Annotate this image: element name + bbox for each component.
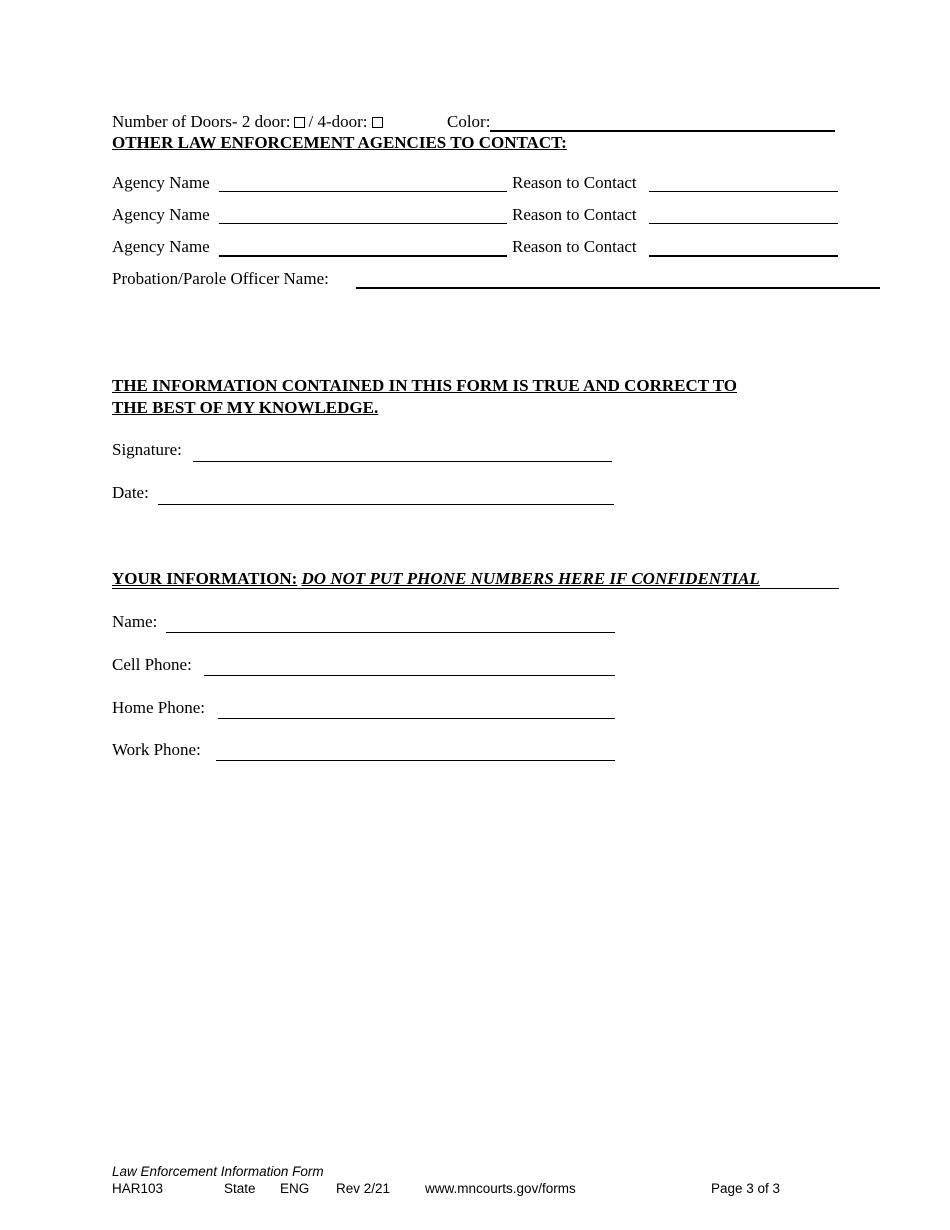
four-door-checkbox[interactable] <box>372 117 383 128</box>
color-label: Color: <box>447 112 491 131</box>
reason-field[interactable] <box>649 223 838 224</box>
footer-language: ENG <box>280 1181 310 1196</box>
footer-website-link[interactable]: www.mncourts.gov/forms <box>425 1181 576 1196</box>
agency-name-field[interactable] <box>219 223 507 224</box>
footer-form-title: Law Enforcement Information Form <box>112 1164 324 1179</box>
reason-field[interactable] <box>649 191 838 192</box>
two-door-checkbox[interactable] <box>294 117 305 128</box>
heading-underline <box>112 588 839 589</box>
footer-revision: Rev 2/21 <box>336 1181 391 1196</box>
agency-name-label: Agency Name <box>112 237 210 256</box>
name-label: Name: <box>112 612 158 631</box>
date-field[interactable] <box>158 504 614 505</box>
agency-name-field[interactable] <box>219 255 507 257</box>
home-phone-field[interactable] <box>218 718 615 719</box>
color-field[interactable] <box>490 130 835 132</box>
agency-name-field[interactable] <box>219 191 507 192</box>
confidential-warning: DO NOT PUT PHONE NUMBERS HERE IF CONFIDENTIAL <box>301 569 760 588</box>
reason-label: Reason to Contact <box>512 237 637 256</box>
probation-officer-label: Probation/Parole Officer Name: <box>112 269 329 288</box>
agency-name-label: Agency Name <box>112 173 210 192</box>
attestation-line-2: THE BEST OF MY KNOWLEDGE. <box>112 398 379 417</box>
cell-phone-field[interactable] <box>204 675 615 676</box>
footer-jurisdiction: State <box>224 1181 256 1196</box>
reason-label: Reason to Contact <box>512 173 637 192</box>
reason-label: Reason to Contact <box>512 205 637 224</box>
your-info-heading: YOUR INFORMATION: <box>112 569 298 588</box>
agencies-heading: OTHER LAW ENFORCEMENT AGENCIES TO CONTACT: <box>112 133 567 152</box>
your-info-heading-row <box>112 569 760 589</box>
home-phone-label: Home Phone: <box>112 698 206 717</box>
work-phone-field[interactable] <box>216 760 615 761</box>
signature-field[interactable] <box>193 461 612 462</box>
cell-phone-label: Cell Phone: <box>112 655 192 674</box>
signature-label: Signature: <box>112 440 182 459</box>
probation-officer-field[interactable] <box>356 287 880 289</box>
attestation-line-1: THE INFORMATION CONTAINED IN THIS FORM IS TRUE AND CORRECT TO <box>112 376 738 395</box>
footer-form-code: HAR103 <box>112 1181 164 1196</box>
reason-field[interactable] <box>649 255 838 257</box>
date-label: Date: <box>112 483 149 502</box>
name-field[interactable] <box>166 632 615 633</box>
four-door-label: / 4-door: <box>308 112 368 131</box>
work-phone-label: Work Phone: <box>112 740 201 759</box>
doors-label: Number of Doors- 2 door: <box>112 112 291 131</box>
doors-row <box>112 112 386 132</box>
agency-name-label: Agency Name <box>112 205 210 224</box>
footer-page-number: Page 3 of 3 <box>711 1181 781 1196</box>
